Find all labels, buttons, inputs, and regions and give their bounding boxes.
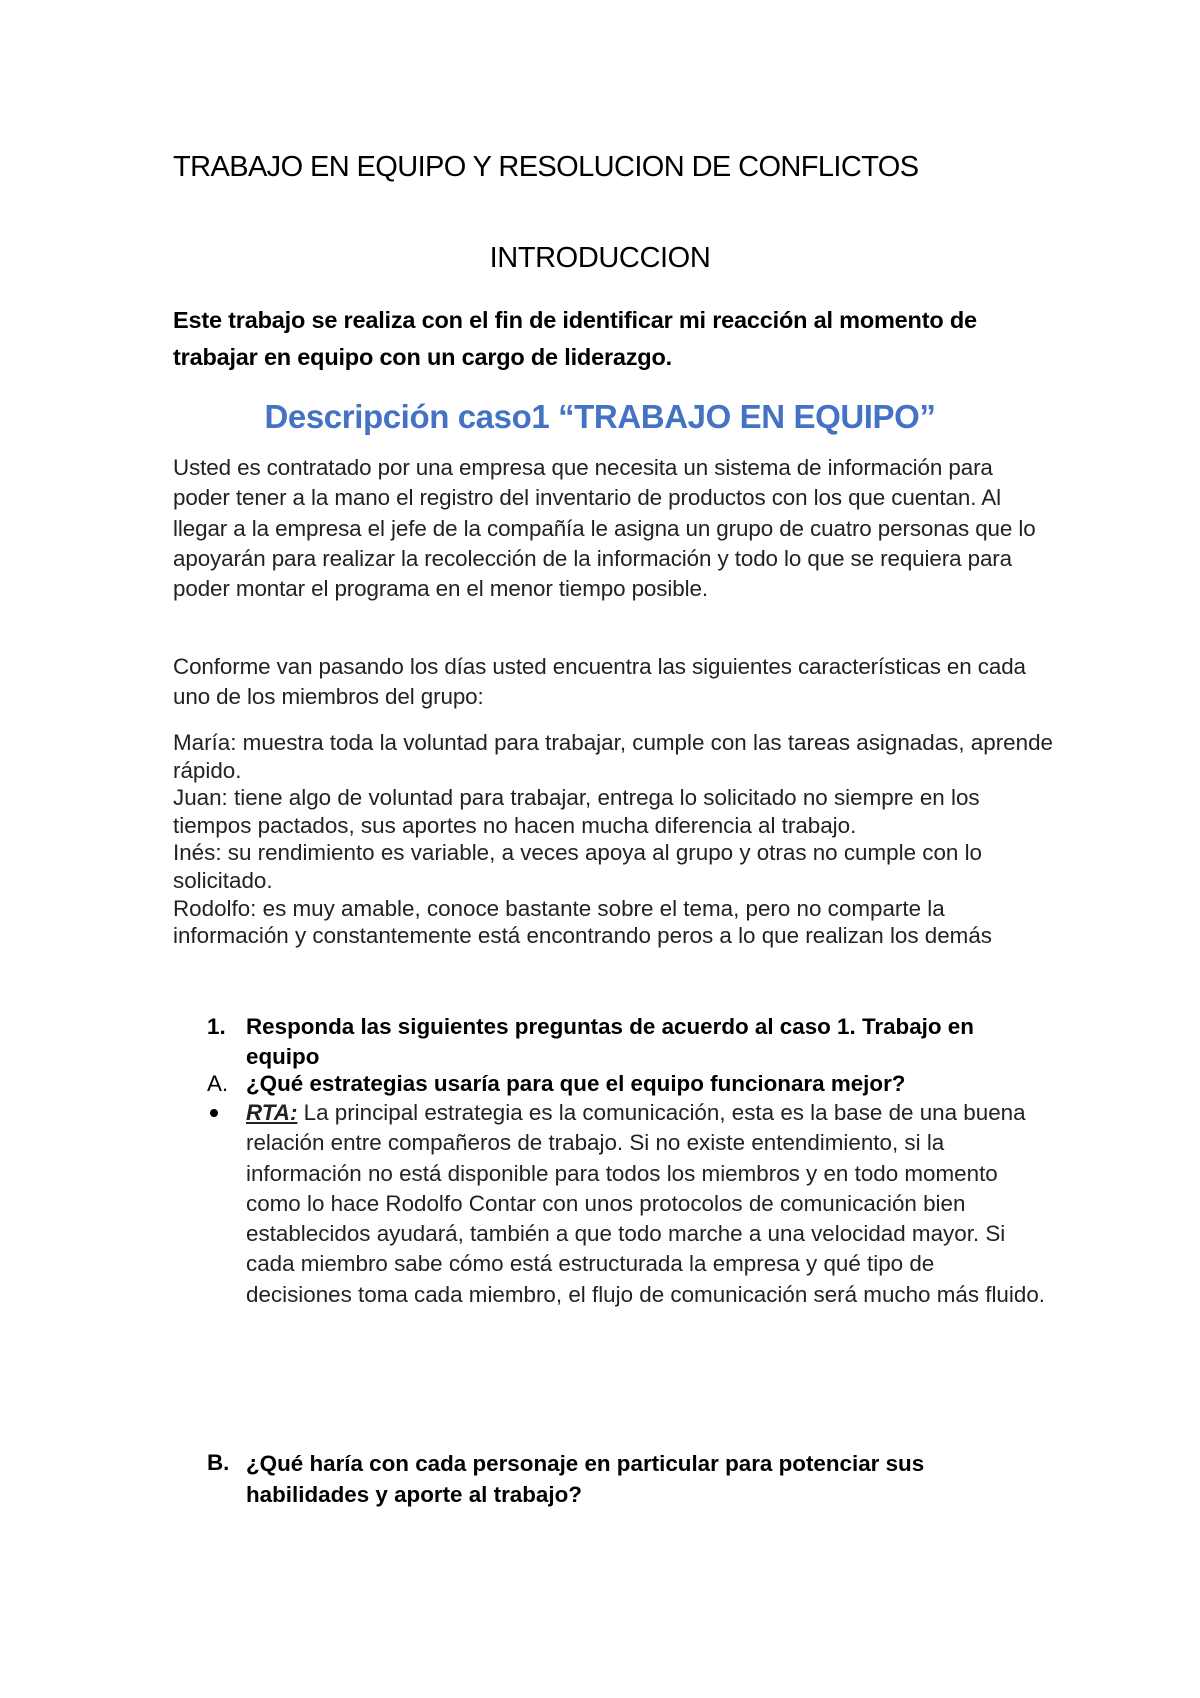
question-a-text: ¿Qué estrategias usaría para que el equipo funcionara mejor? <box>246 1071 906 1096</box>
member-rodolfo: Rodolfo: es muy amable, conoce bastante sobre el tema, pero no comparte la información y constantemente está encontrando peros a lo que realizan los demás <box>173 895 992 949</box>
case-paragraph-2: Conforme van pasando los días usted encuentra las siguientes características en cada uno de los miembros del grupo: <box>173 654 1026 710</box>
answer-a-body <box>246 1098 1046 1310</box>
member-juan: Juan: tiene algo de voluntad para trabajar, entrega lo solicitado no siempre en los tiempos pactados, sus aportes no hacen mucha diferencia al trabajo. <box>173 785 980 838</box>
bullet-icon <box>210 1109 218 1117</box>
member-maria: María: muestra toda la voluntad para trabajar, cumple con las tareas asignadas, aprende rápido. <box>173 730 1053 783</box>
intro-text: Este trabajo se realiza con el fin de identificar mi reacción al momento de trabajar en equipo con un cargo de liderazgo. <box>173 307 977 370</box>
document-title: TRABAJO EN EQUIPO Y RESOLUCION DE CONFLICTOS <box>173 151 919 183</box>
question-1-text: Responda las siguientes preguntas de acuerdo al caso 1. Trabajo en equipo <box>246 1014 974 1069</box>
case-heading: Descripción caso1 “TRABAJO EN EQUIPO” <box>264 398 936 435</box>
question-b-text: ¿Qué haría con cada personaje en particular para potenciar sus habilidades y aporte al trabajo? <box>246 1451 925 1507</box>
answer-a-label: RTA: <box>246 1100 298 1125</box>
intro-heading: INTRODUCCION <box>489 242 711 274</box>
question-a-letter: A. <box>207 1071 229 1096</box>
question-b-letter: B. <box>207 1450 230 1475</box>
case-paragraph-1: Usted es contratado por una empresa que necesita un sistema de información para poder tener a la mano el registro del inventario de productos con los que cuentan. Al llegar a la empresa el jefe de la compañía le asigna un grupo de cuatro personas que lo apoyarán para realizar la recolección de la información y todo lo que se requiera para poder montar el programa en el menor tiempo posible. <box>173 455 1036 602</box>
member-ines: Inés: su rendimiento es variable, a veces apoya al grupo y otras no cumple con lo solicitado. <box>173 840 983 893</box>
answer-a-text: La principal estrategia es la comunicación, esta es la base de una buena relación entre compañeros de trabajo. Si no existe entendimiento, si la información no está disponible para todos los miembros y en todo momento como lo hace Rodolfo Contar con unos protocolos de comunicación bien establecidos ayudará, también a que todo marche a una velocidad mayor. Si cada miembro sabe cómo está estructurada la empresa y qué tipo de decisiones toma cada miembro, el flujo de comunicación será mucho más fluido. <box>246 1100 1045 1307</box>
question-1-number: 1. <box>207 1014 226 1039</box>
members-list <box>173 729 1053 950</box>
